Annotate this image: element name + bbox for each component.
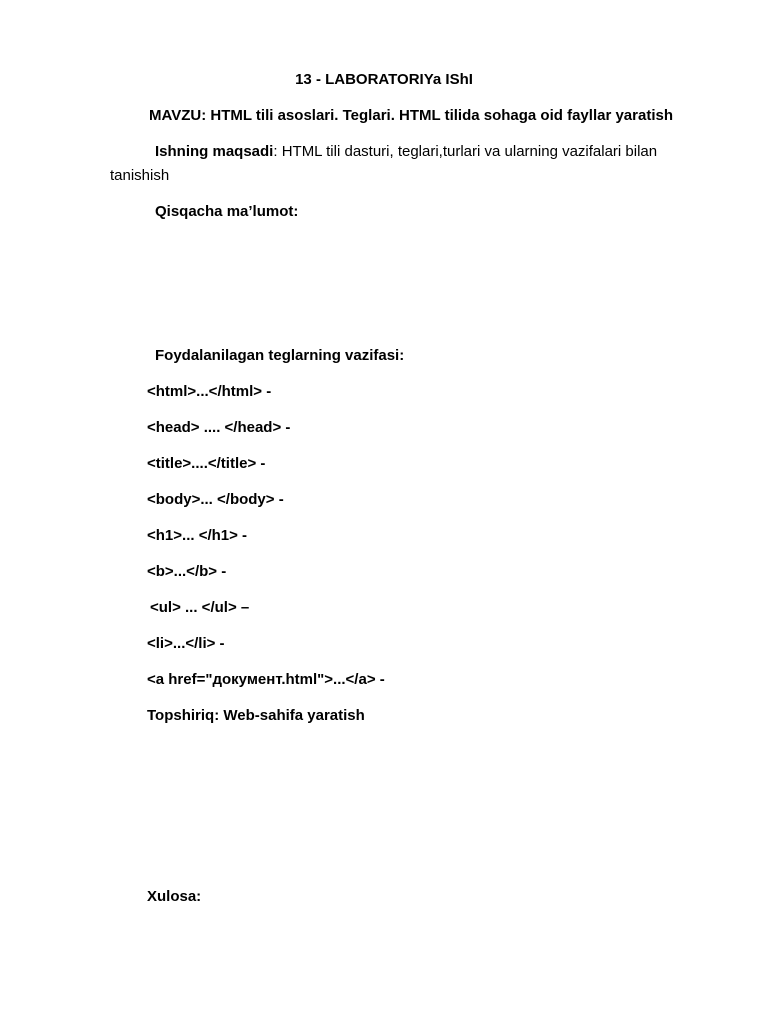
conclusion-heading: Xulosa: bbox=[147, 888, 202, 905]
purpose-text-continuation: tanishish bbox=[110, 167, 170, 184]
purpose-label: Ishning maqsadi bbox=[155, 143, 274, 160]
tag-html: <html>...</html> - bbox=[147, 383, 272, 400]
purpose-text: : HTML tili dasturi, teglari,turlari va ularning vazifalari bilan bbox=[273, 143, 658, 160]
tag-head: <head> .... </head> - bbox=[147, 419, 291, 436]
tag-a: <a href="документ.html">...</a> - bbox=[147, 671, 385, 688]
tag-b: <b>...</b> - bbox=[147, 563, 227, 580]
task-heading: Topshiriq: Web-sahifa yaratish bbox=[147, 707, 365, 724]
document-title: 13 - LABORATORIYa IShI bbox=[295, 71, 473, 88]
tag-body: <body>... </body> - bbox=[147, 491, 284, 508]
tag-ul: <ul> ... </ul> – bbox=[150, 599, 250, 616]
tag-li: <li>...</li> - bbox=[147, 635, 225, 652]
topic-heading: MAVZU: HTML tili asoslari. Teglari. HTML tilida sohaga oid fayllar yaratish bbox=[149, 107, 673, 124]
tag-h1: <h1>... </h1> - bbox=[147, 527, 248, 544]
brief-info-heading: Qisqacha ma’lumot: bbox=[155, 203, 299, 220]
tags-heading: Foydalanilagan teglarning vazifasi: bbox=[155, 347, 405, 364]
purpose-paragraph bbox=[155, 142, 657, 162]
tag-title: <title>....</title> - bbox=[147, 455, 266, 472]
